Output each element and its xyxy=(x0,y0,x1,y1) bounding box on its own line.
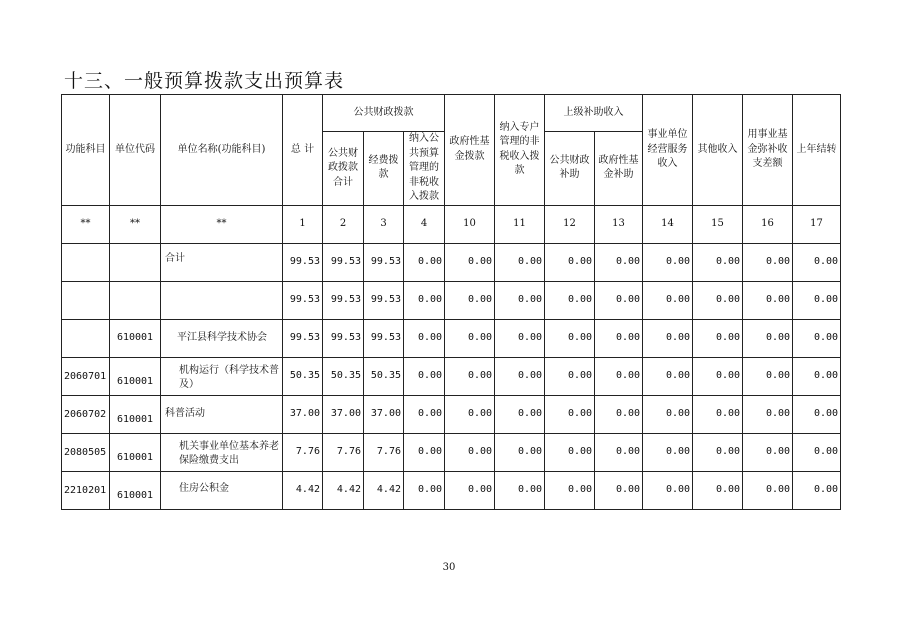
value-cell: 0.00 xyxy=(693,395,743,433)
value-cell: 99.53 xyxy=(283,281,323,319)
value-cell: 0.00 xyxy=(643,395,693,433)
value-cell: 0.00 xyxy=(693,433,743,471)
value-cell: 0.00 xyxy=(743,471,793,509)
index-cell: ** xyxy=(161,205,283,243)
value-cell: 99.53 xyxy=(364,319,404,357)
index-cell: ** xyxy=(62,205,110,243)
value-cell: 0.00 xyxy=(595,281,643,319)
value-cell: 0.00 xyxy=(643,281,693,319)
index-cell: 15 xyxy=(693,205,743,243)
value-cell: 0.00 xyxy=(545,319,595,357)
value-cell: 37.00 xyxy=(364,395,404,433)
value-cell: 0.00 xyxy=(495,357,545,395)
index-cell: 12 xyxy=(545,205,595,243)
value-cell: 0.00 xyxy=(404,471,445,509)
header-funding: 经费拨款 xyxy=(364,132,404,206)
header-public-group: 公共财政拨款 xyxy=(323,95,445,132)
value-cell: 7.76 xyxy=(283,433,323,471)
unit-code-cell: 610001 xyxy=(110,395,161,433)
value-cell: 0.00 xyxy=(445,433,495,471)
table-row xyxy=(62,471,841,509)
value-cell: 0.00 xyxy=(495,471,545,509)
value-cell: 0.00 xyxy=(793,395,841,433)
value-cell: 0.00 xyxy=(404,319,445,357)
header-carryover: 上年结转 xyxy=(793,95,841,206)
func-code-cell xyxy=(62,281,110,319)
value-cell: 0.00 xyxy=(545,433,595,471)
header-fund-cover: 用事业基金弥补收支差额 xyxy=(743,95,793,206)
value-cell: 0.00 xyxy=(404,433,445,471)
value-cell: 0.00 xyxy=(545,281,595,319)
func-code-cell: 2210201 xyxy=(62,471,110,509)
value-cell: 0.00 xyxy=(404,243,445,281)
value-cell: 0.00 xyxy=(693,471,743,509)
header-gov-fund: 政府性基金拨款 xyxy=(445,95,495,206)
value-cell: 99.53 xyxy=(283,243,323,281)
value-cell: 0.00 xyxy=(404,395,445,433)
value-cell: 50.35 xyxy=(364,357,404,395)
value-cell: 0.00 xyxy=(793,281,841,319)
value-cell: 0.00 xyxy=(545,471,595,509)
value-cell: 0.00 xyxy=(595,357,643,395)
func-code-cell: 2060701 xyxy=(62,357,110,395)
value-cell: 0.00 xyxy=(545,243,595,281)
index-cell: 10 xyxy=(445,205,495,243)
value-cell: 0.00 xyxy=(643,357,693,395)
value-cell: 0.00 xyxy=(793,471,841,509)
value-cell: 99.53 xyxy=(323,319,364,357)
unit-code-cell: 610001 xyxy=(110,357,161,395)
header-unit-code: 单位代码 xyxy=(110,95,161,206)
value-cell: 37.00 xyxy=(323,395,364,433)
index-cell: 14 xyxy=(643,205,693,243)
value-cell: 0.00 xyxy=(495,319,545,357)
index-cell: 2 xyxy=(323,205,364,243)
index-cell: 11 xyxy=(495,205,545,243)
budget-table xyxy=(61,94,841,510)
unit-code-cell: 610001 xyxy=(110,471,161,509)
value-cell: 7.76 xyxy=(364,433,404,471)
header-other-income: 其他收入 xyxy=(693,95,743,206)
value-cell: 0.00 xyxy=(743,395,793,433)
value-cell: 37.00 xyxy=(283,395,323,433)
value-cell: 0.00 xyxy=(743,281,793,319)
table-row xyxy=(62,357,841,395)
value-cell: 4.42 xyxy=(364,471,404,509)
value-cell: 0.00 xyxy=(793,319,841,357)
header-superior-group: 上级补助收入 xyxy=(545,95,643,132)
value-cell: 0.00 xyxy=(693,281,743,319)
func-code-cell xyxy=(62,319,110,357)
index-cell: 13 xyxy=(595,205,643,243)
index-cell: 16 xyxy=(743,205,793,243)
value-cell: 0.00 xyxy=(793,433,841,471)
value-cell: 0.00 xyxy=(643,319,693,357)
value-cell: 0.00 xyxy=(793,357,841,395)
header-unit-name: 单位名称(功能科目) xyxy=(161,95,283,206)
header-special-account: 纳入专户管理的非税收入拨款 xyxy=(495,95,545,206)
value-cell: 0.00 xyxy=(595,471,643,509)
value-cell: 0.00 xyxy=(404,281,445,319)
value-cell: 0.00 xyxy=(445,395,495,433)
header-func-code: 功能科目 xyxy=(62,95,110,206)
value-cell: 0.00 xyxy=(643,471,693,509)
value-cell: 50.35 xyxy=(283,357,323,395)
value-cell: 0.00 xyxy=(595,319,643,357)
unit-code-cell xyxy=(110,281,161,319)
value-cell: 0.00 xyxy=(643,433,693,471)
header-public-total: 公共财政拨款合计 xyxy=(323,132,364,206)
value-cell: 99.53 xyxy=(323,243,364,281)
value-cell: 50.35 xyxy=(323,357,364,395)
value-cell: 0.00 xyxy=(595,433,643,471)
value-cell: 0.00 xyxy=(595,243,643,281)
value-cell: 0.00 xyxy=(495,433,545,471)
unit-name-cell: 科普活动 xyxy=(161,395,283,433)
value-cell: 0.00 xyxy=(693,357,743,395)
unit-name-cell: 住房公积金 xyxy=(161,471,283,509)
unit-name-cell: 平江县科学技术协会 xyxy=(161,319,283,357)
value-cell: 0.00 xyxy=(693,243,743,281)
value-cell: 0.00 xyxy=(495,281,545,319)
value-cell: 0.00 xyxy=(495,395,545,433)
value-cell: 99.53 xyxy=(364,281,404,319)
header-superior-gov: 政府性基金补助 xyxy=(595,132,643,206)
value-cell: 99.53 xyxy=(364,243,404,281)
index-cell: 1 xyxy=(283,205,323,243)
header-superior-public: 公共财政补助 xyxy=(545,132,595,206)
value-cell: 0.00 xyxy=(404,357,445,395)
unit-code-cell: 610001 xyxy=(110,319,161,357)
value-cell: 99.53 xyxy=(283,319,323,357)
value-cell: 0.00 xyxy=(445,243,495,281)
index-row xyxy=(62,205,841,243)
unit-name-cell: 机关事业单位基本养老保险缴费支出 xyxy=(161,433,283,471)
value-cell: 0.00 xyxy=(595,395,643,433)
table-row xyxy=(62,395,841,433)
value-cell: 0.00 xyxy=(743,319,793,357)
value-cell: 7.76 xyxy=(323,433,364,471)
value-cell: 0.00 xyxy=(495,243,545,281)
index-cell: 4 xyxy=(404,205,445,243)
unit-name-cell: 机构运行（科学技术普及） xyxy=(161,357,283,395)
value-cell: 4.42 xyxy=(283,471,323,509)
value-cell: 0.00 xyxy=(743,357,793,395)
header-business-income: 事业单位经营服务收入 xyxy=(643,95,693,206)
value-cell: 0.00 xyxy=(445,319,495,357)
unit-code-cell: 610001 xyxy=(110,433,161,471)
value-cell: 0.00 xyxy=(643,243,693,281)
value-cell: 0.00 xyxy=(743,433,793,471)
unit-code-cell xyxy=(110,243,161,281)
table-row xyxy=(62,243,841,281)
header-into-public-budget: 纳入公共预算管理的非税收入拨款 xyxy=(404,132,445,206)
value-cell: 0.00 xyxy=(693,319,743,357)
table-row xyxy=(62,281,841,319)
value-cell: 0.00 xyxy=(793,243,841,281)
value-cell: 0.00 xyxy=(445,471,495,509)
value-cell: 0.00 xyxy=(545,395,595,433)
value-cell: 0.00 xyxy=(545,357,595,395)
value-cell: 0.00 xyxy=(743,243,793,281)
value-cell: 0.00 xyxy=(445,357,495,395)
page-title: 十三、一般预算拨款支出预算表 xyxy=(64,70,345,92)
func-code-cell: 2080505 xyxy=(62,433,110,471)
table-row xyxy=(62,433,841,471)
func-code-cell xyxy=(62,243,110,281)
index-cell: 17 xyxy=(793,205,841,243)
unit-name-cell xyxy=(161,281,283,319)
func-code-cell: 2060702 xyxy=(62,395,110,433)
value-cell: 0.00 xyxy=(445,281,495,319)
index-cell: 3 xyxy=(364,205,404,243)
index-cell: ** xyxy=(110,205,161,243)
value-cell: 4.42 xyxy=(323,471,364,509)
header-total: 总 计 xyxy=(283,95,323,206)
unit-name-cell: 合计 xyxy=(161,243,283,281)
page-number: 30 xyxy=(442,562,456,573)
table-row xyxy=(62,319,841,357)
value-cell: 99.53 xyxy=(323,281,364,319)
